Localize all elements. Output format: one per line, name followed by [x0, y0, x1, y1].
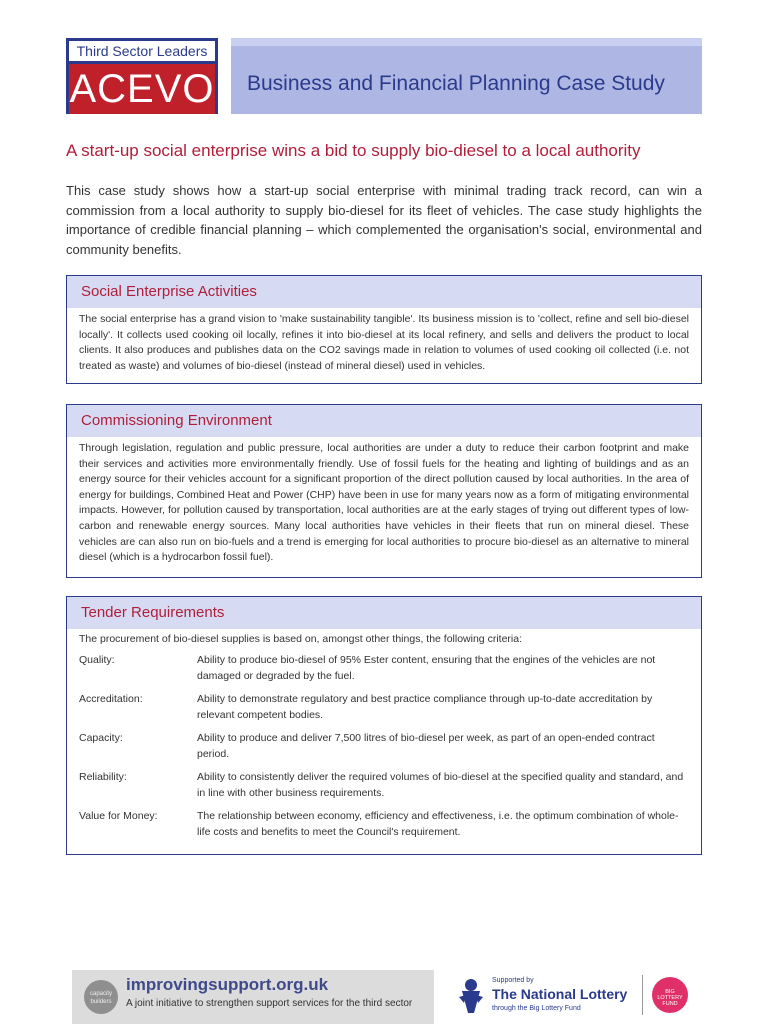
crossed-fingers-icon [456, 977, 486, 1015]
section-title: Tender Requirements [67, 597, 701, 629]
criterion-text: Ability to consistently deliver the required volumes of bio-diesel at the specified quality and standard, and in line with other business requirements. [197, 771, 684, 799]
lottery-supported-by: Supported by [492, 977, 534, 984]
footer-banner [72, 970, 434, 1024]
acevo-logo [66, 38, 218, 114]
page-title: Business and Financial Planning Case Study [247, 72, 665, 95]
criterion-quality [67, 652, 701, 684]
criterion-reliability [67, 769, 701, 801]
logo-wordmark: ACEVO [69, 64, 215, 114]
website-link[interactable]: improvingsupport.org.uk [126, 975, 329, 994]
intro-paragraph: This case study shows how a start-up social enterprise with minimal trading track record, can win a commission from a local authority to supply bio-diesel for its fleet of vehicles. The case study highlights the importance of credible financial planning – which complemented the organisation's social, environmental and community benefits. [66, 183, 702, 257]
criterion-text: Ability to demonstrate regulatory and best practice compliance through up-to-date accreditation by relevant competent bodies. [197, 693, 653, 721]
section-social-enterprise-activities [66, 275, 702, 384]
criterion-capacity [67, 730, 701, 762]
logo-tagline: Third Sector Leaders [69, 41, 215, 64]
lottery-logo-block [456, 975, 696, 1019]
section-body: Through legislation, regulation and public pressure, local authorities are under a duty to reduce their carbon footprint and make their services and activities more environmentally friendly. Use of fossil fuels for the heating and lighting of buildings and as an energy source for their vehicles account for a significant proportion of the direct pollution caused by local authorities. In the area of energy for buildings, Combined Heat and Power (CHP) have been in use for many years now as a form of mitigating environmental impacts. However, for pollution caused by transportation, local authorities are at the early stages of trying out different types of low-carbon and renewable energy sources. Many local authorities have vehicles in their fleets that run on mineral diesel. These vehicles are can also run on bio-fuels and a trend is emerging for local authorities to procure bio-diesel as an alternative to mineral diesel (which is a hydrocarbon fossil fuel). [79, 442, 689, 564]
footer-tagline: A joint initiative to strengthen support services for the third sector [126, 998, 413, 1009]
lottery-name: The National Lottery [492, 986, 628, 1002]
criterion-label: Accreditation: [79, 693, 143, 705]
criteria-intro: The procurement of bio-diesel supplies is based on, amongst other things, the following criteria: [79, 633, 522, 645]
capacity-builders-logo: capacity builders [84, 980, 118, 1014]
criterion-text: The relationship between economy, efficiency and effectiveness, i.e. the optimum combination of whole-life costs and benefits to meet the Council's requirement. [197, 810, 679, 838]
header-band [231, 38, 702, 114]
criterion-label: Reliability: [79, 771, 127, 783]
section-body: The social enterprise has a grand vision to 'make sustainability tangible'. Its business mission is to 'collect, refine and sell bio-diesel locally'. It collects used cooking oil locally, refines it into bio-diesel at its local refinery, and sells and delivers the product to local clients. It also produces and publishes data on the CO2 savings made in relation to volumes of used cooking oil collected (i.e. not treated as waste) and volumes of bio-diesel (instead of mineral diesel) used in vehicles. [79, 313, 689, 372]
criterion-text: Ability to produce and deliver 7,500 litres of bio-diesel per week, as part of an open-ended contract period. [197, 732, 655, 760]
section-commissioning-environment [66, 404, 702, 578]
case-headline: A start-up social enterprise wins a bid to supply bio-diesel to a local authority [66, 141, 641, 160]
section-title: Social Enterprise Activities [67, 276, 701, 308]
criterion-label: Capacity: [79, 732, 123, 744]
criterion-text: Ability to produce bio-diesel of 95% Ester content, ensuring that the engines of the vehicles are not damaged or degraded by the fuel. [197, 654, 656, 682]
criterion-label: Value for Money: [79, 810, 158, 822]
criterion-label: Quality: [79, 654, 115, 666]
section-title: Commissioning Environment [67, 405, 701, 437]
criterion-accreditation [67, 691, 701, 723]
lottery-through: through the Big Lottery Fund [492, 1005, 581, 1012]
big-lottery-fund-logo: BIG LOTTERY FUND [652, 977, 688, 1013]
criterion-value-for-money [67, 808, 701, 840]
section-tender-requirements [66, 596, 702, 855]
